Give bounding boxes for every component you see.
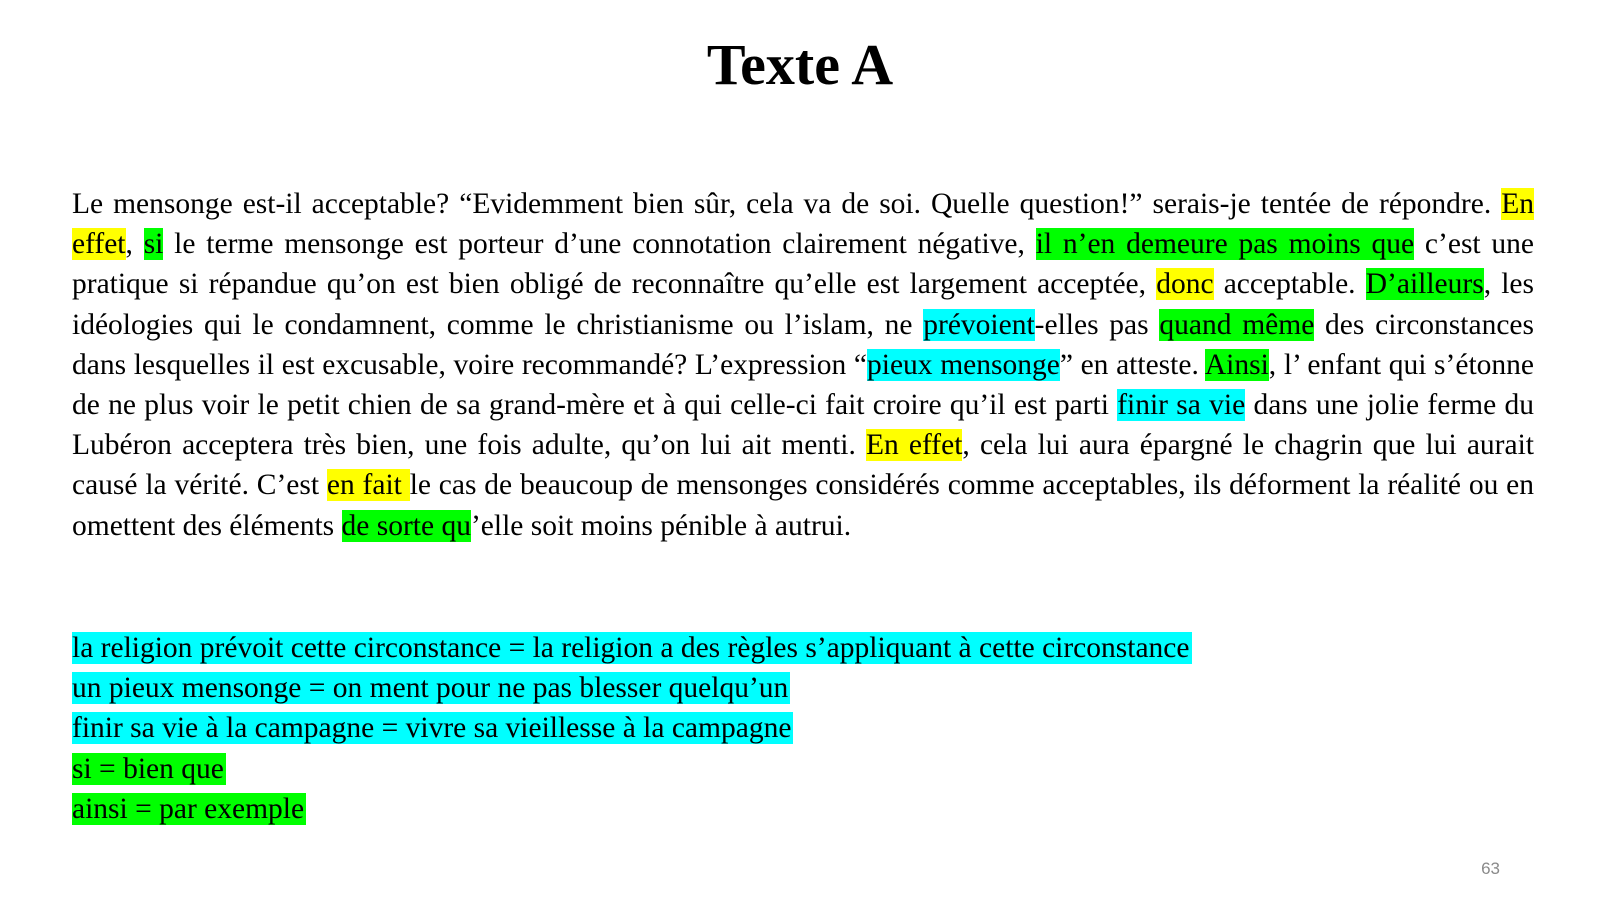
highlight-green: Ainsi — [1204, 348, 1269, 381]
text-segment: ’elle soit moins pénible à autrui. — [470, 509, 852, 542]
highlight-yellow: en fait — [326, 469, 410, 502]
highlight-yellow: donc — [1156, 268, 1214, 301]
text-segment: , l’ enfant qui s’étonne de ne plus voir le petit chien de sa grand-mère et à qui celle-ci fait croire qu’il est parti — [72, 348, 1534, 422]
highlight-yellow: En effet — [866, 429, 963, 462]
glossary-item — [72, 789, 1532, 829]
glossary — [72, 628, 1532, 829]
text-segment: le terme mensonge est porteur d’une connotation clairement négative, — [163, 228, 1036, 261]
glossary-text: si = bien que — [72, 752, 224, 785]
highlight-green: D’ailleurs — [1365, 268, 1484, 301]
text-segment: le cas de beaucoup de mensonges considérés comme acceptables, ils déforment la réalité ou en omettent des éléments — [72, 469, 1535, 542]
slide-title: Texte A — [706, 32, 894, 97]
glossary-item — [72, 708, 1532, 748]
text-segment: -elles pas — [1034, 308, 1160, 341]
text-segment: dans une jolie ferme du Lubéron acceptera très bien, une fois adulte, qu’on lui ait menti. — [72, 389, 1534, 462]
page-number: 63 — [1481, 859, 1500, 878]
highlight-green: il n’en demeure pas moins que — [1035, 228, 1415, 261]
glossary-text: un pieux mensonge = on ment pour ne pas blesser quelqu’un — [72, 672, 789, 705]
glossary-item — [72, 668, 1532, 708]
glossary-text: finir sa vie à la campagne = vivre sa vieillesse à la campagne — [72, 712, 792, 745]
glossary-text: la religion prévoit cette circonstance = la religion a des règles s’appliquant à cette circonstance — [72, 632, 1190, 664]
text-segment: , — [125, 228, 144, 261]
text-segment: Le mensonge est-il acceptable? “Evidemment bien sûr, cela va de soi. Quelle question!” serais-je tentée de répondre. — [72, 188, 1502, 220]
highlight-cyan: pieux mensonge — [867, 348, 1060, 381]
highlight-green: si — [143, 228, 164, 261]
highlight-green: quand même — [1159, 308, 1315, 341]
text-segment: ” en atteste. — [1059, 348, 1205, 381]
highlight-green: de sorte qu — [341, 509, 471, 542]
highlight-yellow: En effet — [72, 188, 1534, 261]
text-segment: , les idéologies qui le condamnent, comme le christianisme ou l’islam, ne — [72, 268, 1534, 341]
text-segment: , cela lui aura épargné le chagrin que lui aurait causé la vérité. C’est — [72, 429, 1534, 502]
glossary-item — [72, 628, 1532, 668]
text-segment: c’est une pratique si répandue qu’on est bien obligé de reconnaître qu’elle est largement acceptée, — [72, 228, 1535, 301]
text-segment: acceptable. — [1213, 268, 1366, 301]
text-segment: des circonstances dans lesquelles il est excusable, voire recommandé? L’expression “ — [72, 308, 1534, 381]
highlight-cyan: prévoient — [923, 308, 1035, 341]
highlight-cyan: finir sa vie — [1117, 389, 1246, 422]
text-paragraph — [72, 184, 1534, 546]
glossary-text: ainsi = par exemple — [72, 792, 305, 825]
glossary-item — [72, 749, 1532, 789]
